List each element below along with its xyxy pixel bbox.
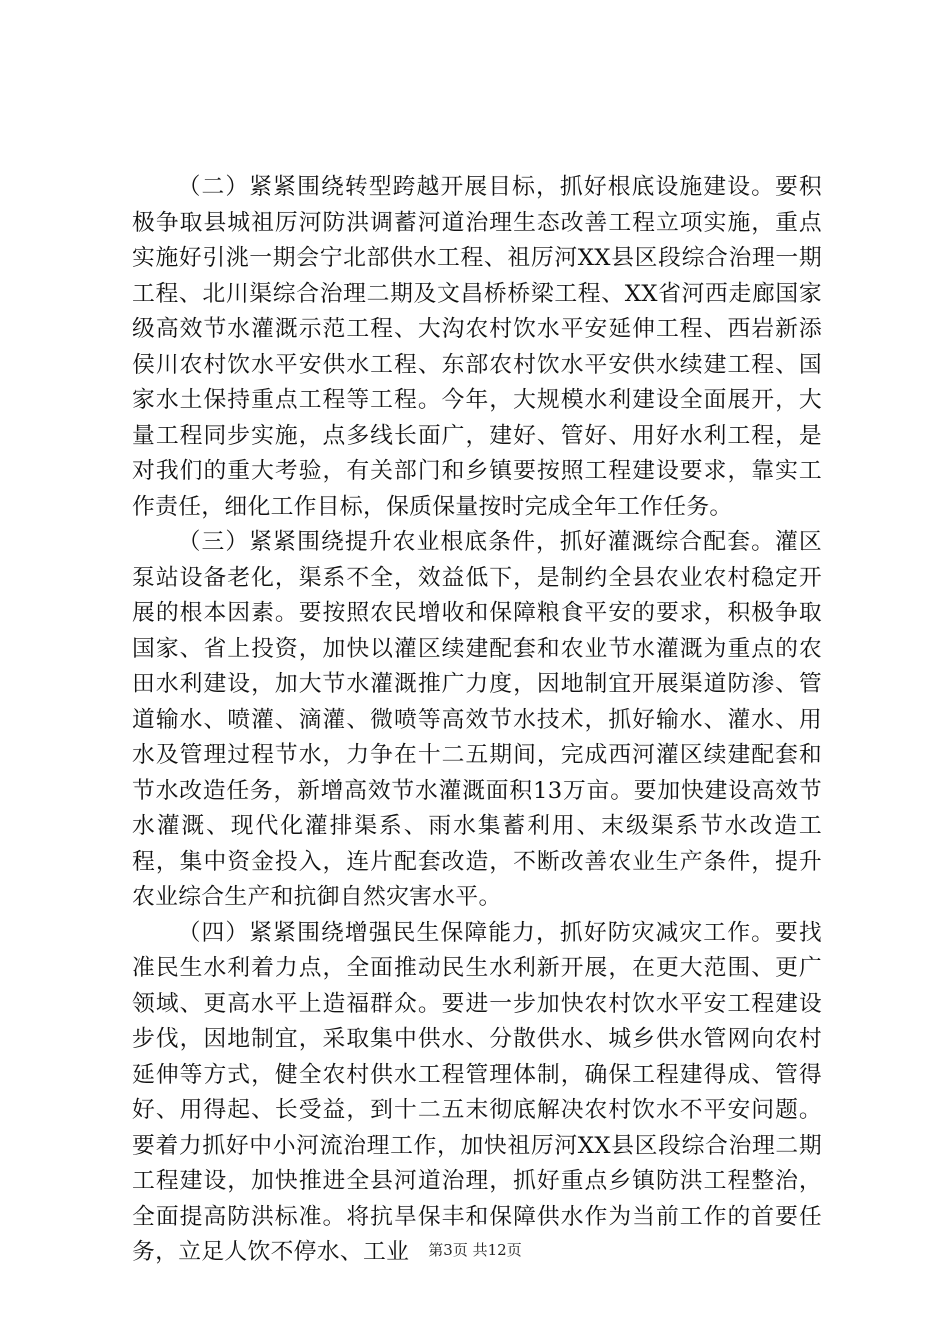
paragraph-section-2: （二）紧紧围绕转型跨越开展目标，抓好根底设施建设。要积极争取县城祖厉河防洪调蓄河道治理生态改善工程立项实施，重点实施好引洮一期会宁北部供水工程、祖厉河XX县区段综合治理一期工程、北川渠综合治理二期及文昌桥桥梁工程、XX省河西走廊国家级高效节水灌溉示范工程、大沟农村饮水平安延伸工程、西岩新添侯川农村饮水平安供水工程、东部农村饮水平安供水续建工程、国家水土保持重点工程等工程。今年，大规模水利建设全面展开，大量工程同步实施，点多线长面广，建好、管好、用好水利工程，是对我们的重大考验，有关部门和乡镇要按照工程建设要求，靠实工作责任，细化工作目标，保质保量按时完成全年工作任务。 xyxy=(132,174,822,520)
paragraph-section-4: （四）紧紧围绕增强民生保障能力，抓好防灾减灾工作。要找准民生水利着力点，全面推动民生水利新开展，在更大范围、更广领域、更高水平上造福群众。要进一步加快农村饮水平安工程建设步伐，因地制宜，采取集中供水、分散供水、城乡供水管网向农村延伸等方式，健全农村供水工程管理体制，确保工程建得成、管得好、用得起、长受益，到十二五末彻底解决农村饮水不平安问题。要着力抓好中小河流治理工作，加快祖厉河XX县区段综合治理二期工程建设，加快推进全县河道治理，抓好重点乡镇防洪工程整治，全面提高防洪标准。将抗旱保丰和保障供水作为当前工作的首要任务，立足人饮不停水、工业 xyxy=(132,919,822,1265)
paragraph-section-3: （三）紧紧围绕提升农业根底条件，抓好灌溉综合配套。灌区泵站设备老化，渠系不全，效益低下，是制约全县农业农村稳定开展的根本因素。要按照农民增收和保障粮食平安的要求，积极争取国家、省上投资，加快以灌区续建配套和农业节水灌溉为重点的农田水利建设，加大节水灌溉推广力度，因地制宜开展渠道防渗、管道输水、喷灌、滴灌、微喷等高效节水技术，抓好输水、灌水、用水及管理过程节水，力争在十二五期间，完成西河灌区续建配套和节水改造任务，新增高效节水灌溉面积13万亩。要加快建设高效节水灌溉、现代化灌排渠系、雨水集蓄利用、末级渠系节水改造工程，集中资金投入，连片配套改造，不断改善农业生产条件，提升农业综合生产和抗御自然灾害水平。 xyxy=(132,529,822,910)
document-body xyxy=(132,170,822,1271)
page-footer: 第3页 共12页 xyxy=(428,1241,522,1259)
